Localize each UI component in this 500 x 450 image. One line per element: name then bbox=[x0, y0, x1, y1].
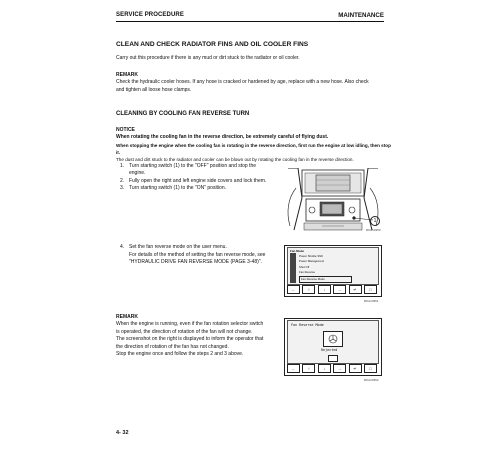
menu-item: Power Shuttle Shift bbox=[299, 253, 323, 258]
step-number: 2. bbox=[120, 177, 125, 184]
remark-2-line-3: The screenshot on the right is displayed to inform the operator that bbox=[116, 336, 264, 342]
arrow-down-icon: ↓ bbox=[318, 364, 331, 373]
fan-icon bbox=[323, 331, 343, 347]
page-number: 4- 32 bbox=[116, 430, 129, 436]
enter-icon: □ bbox=[364, 364, 377, 373]
section-subtitle: CLEANING BY COOLING FAN REVERSE TURN bbox=[116, 111, 250, 117]
step-text: Turn starting switch (1) to the "OFF" position and stop the bbox=[129, 163, 257, 169]
ok-indicator-icon bbox=[328, 355, 338, 362]
monitor-buttons bbox=[287, 364, 377, 372]
remark-2-line-1: When the engine is running, even if the fan rotation selector switch bbox=[116, 321, 264, 327]
monitor-buttons bbox=[287, 285, 377, 293]
arrow-up-icon: ↑ bbox=[302, 285, 315, 294]
menu-icon-column bbox=[290, 253, 296, 283]
figure-code: RKA10350 bbox=[366, 228, 381, 232]
step-4-line-1: Set the fan reverse mode on the user menu. bbox=[129, 244, 227, 250]
enter-icon: □ bbox=[364, 285, 377, 294]
step-3 bbox=[120, 185, 290, 192]
callout-1: 1 bbox=[370, 216, 380, 226]
step-2 bbox=[120, 178, 290, 185]
menu-list bbox=[299, 254, 352, 284]
arrow-left-icon: ← bbox=[287, 285, 300, 294]
section-header: SERVICE PROCEDURE bbox=[116, 12, 184, 18]
remark-2-line-2: is operated, the direction of rotation of the fan will not change. bbox=[116, 328, 253, 335]
step-4-line-3: "HYDRAULIC DRIVE FAN REVERSE MODE (PAGE 3-48)". bbox=[129, 259, 262, 265]
header-rule bbox=[116, 21, 384, 22]
return-icon: ↵ bbox=[349, 285, 362, 294]
remark-line-1: Check the hydraulic cooler hoses. If any hose is cracked or hardened by age, replace with a new hose. Also check bbox=[116, 79, 369, 85]
chapter-header: MAINTENANCE bbox=[338, 12, 384, 19]
step-number: 1. bbox=[120, 163, 125, 169]
remark-label: REMARK bbox=[116, 72, 138, 78]
return-icon: ↵ bbox=[349, 364, 362, 373]
remark-2-line-4: the direction of rotation of the fan has not changed. bbox=[116, 343, 229, 350]
step-text: Turn starting switch (1) to the "ON" position. bbox=[129, 185, 227, 192]
arrow-left-icon: ← bbox=[287, 364, 300, 373]
monitor-screen bbox=[287, 320, 379, 364]
screen-title: Fan Reverse Mode bbox=[291, 323, 324, 327]
fan-reverse-rejected-monitor bbox=[284, 318, 384, 384]
arrow-up-icon: ↑ bbox=[302, 364, 315, 373]
page-title: CLEAN AND CHECK RADIATOR FINS AND OIL COOLER FINS bbox=[116, 41, 309, 48]
step-number: 3. bbox=[120, 185, 125, 192]
figure-code: RKA10352 bbox=[364, 378, 379, 382]
remark-2-label: REMARK bbox=[116, 314, 138, 320]
menu-item: Fan Reverse bbox=[299, 270, 316, 275]
fan-mode-menu-monitor bbox=[284, 245, 384, 305]
starting-switch-illustration bbox=[282, 168, 384, 233]
remark-line-2: and tighten all loose hose clamps. bbox=[116, 86, 192, 93]
notice-line-2: When stopping the engine when the cooling fan is rotating in the reverse direction, first run the engine at low idling, then stop it. bbox=[116, 142, 391, 155]
step-text-cont: engine. bbox=[129, 170, 146, 177]
intro-text: Carry out this procedure if there is any mud or dirt stuck to the radiator or oil cooler. bbox=[116, 55, 300, 61]
step-4-line-2: For details of the method of setting the fan reverse mode, see bbox=[129, 251, 266, 258]
menu-item-selected: Fan Reverse Mode bbox=[299, 276, 352, 284]
arrow-down-icon: ↓ bbox=[318, 285, 331, 294]
notice-line-1: When rotating the cooling fan in the reverse direction, be extremely careful of flying dust. bbox=[116, 134, 329, 140]
status-text: Rejected bbox=[321, 348, 338, 352]
menu-title: Fan Mode bbox=[290, 249, 304, 253]
menu-item: Shut Off bbox=[299, 264, 310, 269]
menu-item: Power Management bbox=[299, 259, 325, 264]
monitor-screen bbox=[287, 247, 379, 285]
cab-dashboard-drawing bbox=[282, 168, 384, 233]
step-1 bbox=[120, 163, 290, 178]
notice-label: NOTICE bbox=[116, 127, 135, 133]
figure-code: RKA10351 bbox=[364, 299, 379, 303]
arrow-right-icon: → bbox=[333, 285, 346, 294]
step-4-number: 4. bbox=[120, 244, 125, 250]
lead-text: The dust and dirt stuck to the radiator and cooler can be blown out by rotating the cooling fan in the reverse direction. bbox=[116, 157, 354, 162]
arrow-right-icon: → bbox=[333, 364, 346, 373]
step-text: Fully open the right and left engine side covers and lock them. bbox=[129, 177, 267, 184]
remark-2-line-5: Stop the engine once and follow the steps 2 and 3 above. bbox=[116, 351, 244, 357]
steps-list bbox=[120, 163, 290, 193]
